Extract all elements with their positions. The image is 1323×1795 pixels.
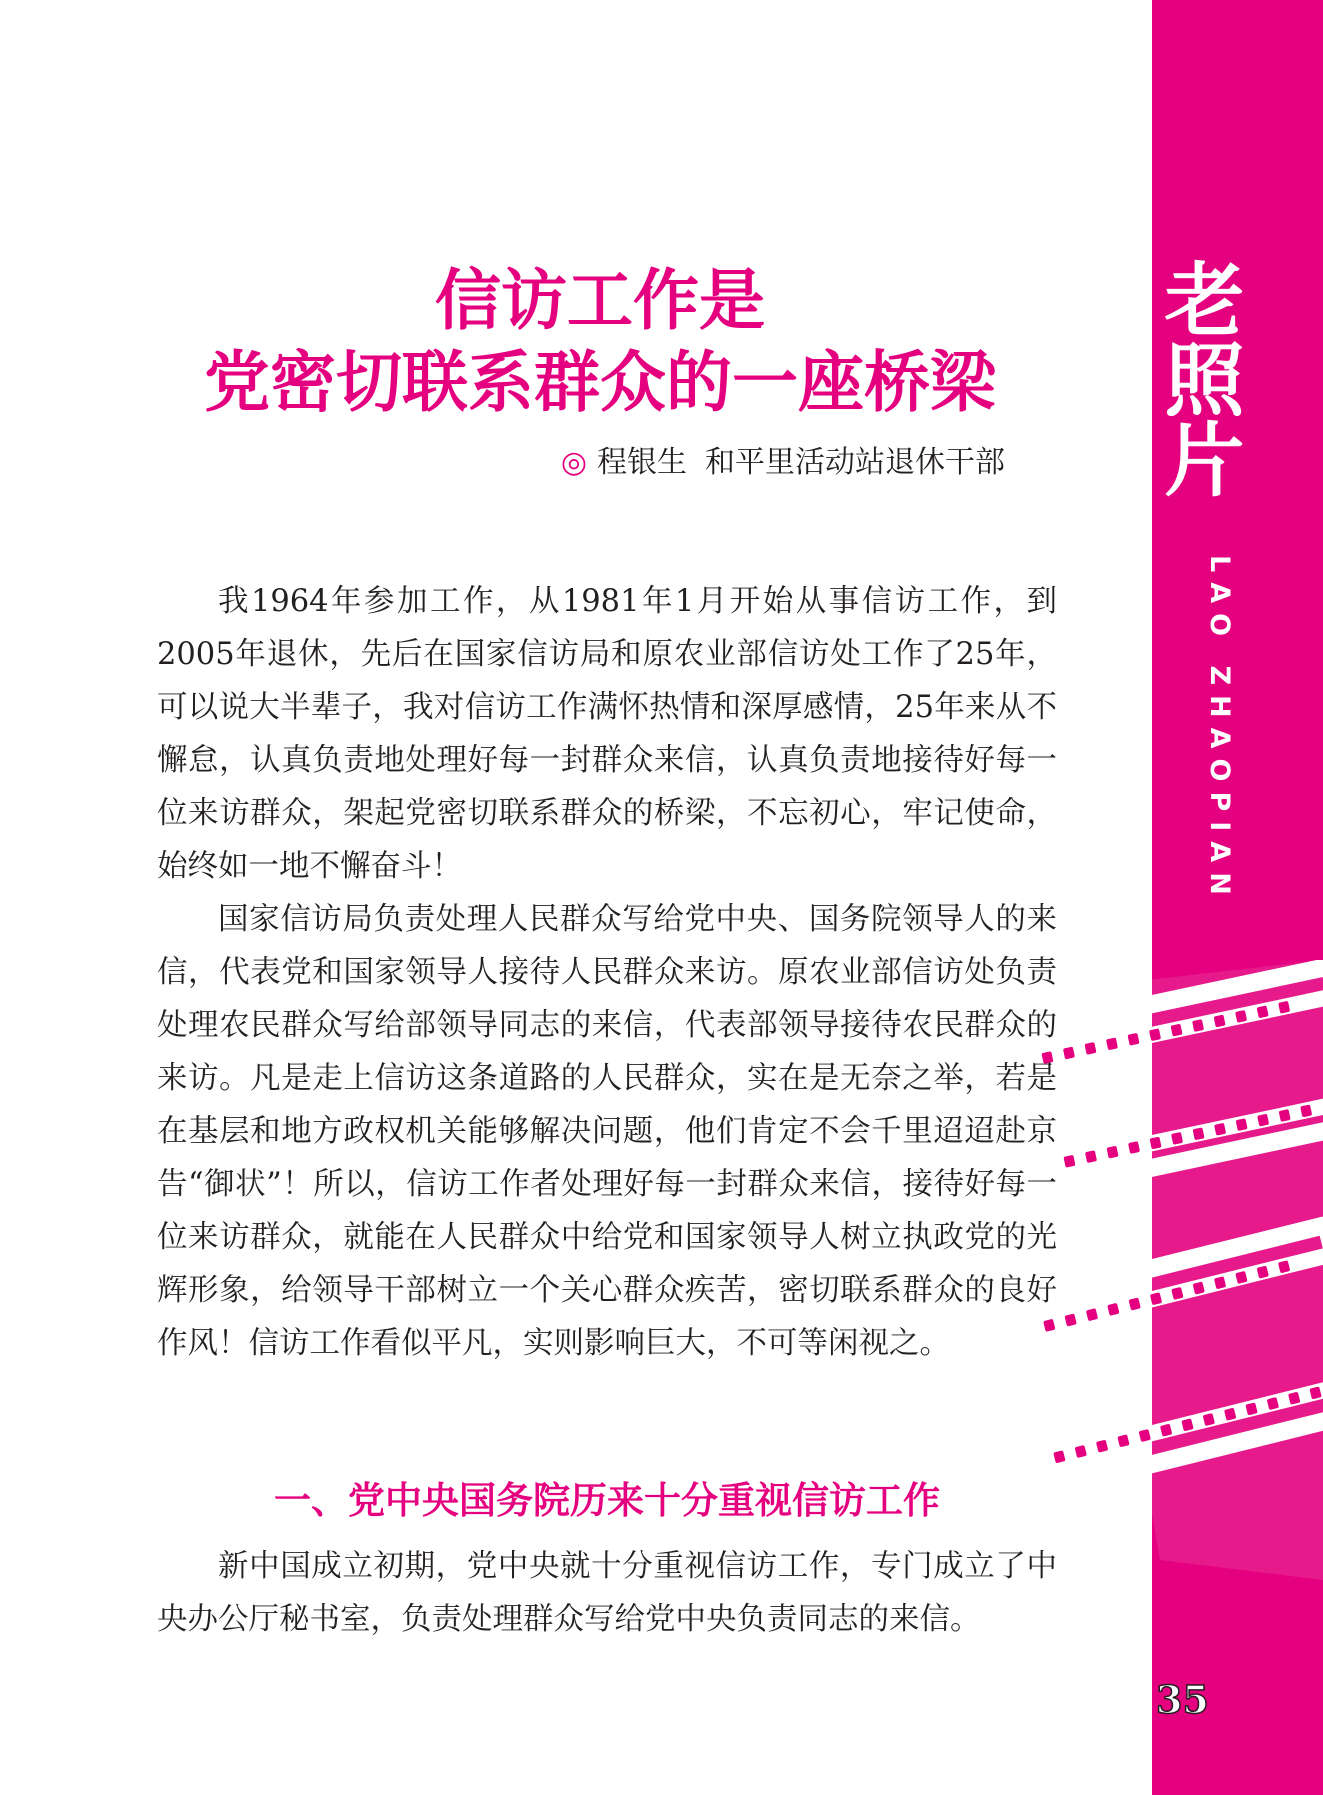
column-title-text: 老照片 — [1151, 258, 1244, 498]
article-body — [157, 575, 1057, 1370]
author-title: 和平里活动站退休干部 — [705, 445, 1005, 480]
section-body — [157, 1540, 1057, 1646]
byline-mark-icon: ◎ — [560, 445, 587, 480]
byline — [400, 437, 1005, 481]
column-title — [1151, 258, 1244, 516]
paragraph: 国家信访局负责处理人民群众写给党中央、国务院领导人的来信，代表党和国家领导人接待人民群众来访。原农业部信访处负责处理农民群众写给部领导同志的来信，代表部领导接待农民群众的来访。凡是走上信访这条道路的人民群众，实在是无奈之举，若是在基层和地方政权机关能够解决问题，他们肯定不会千里迢迢赴京告“御状”！所以，信访工作者处理好每一封群众来信，接待好每一位来访群众，就能在人民群众中给党和国家领导人树立执政党的光辉形象，给领导干部树立一个关心群众疾苦，密切联系群众的良好作风！信访工作看似平凡，实则影响巨大，不可等闲视之。 — [157, 902, 1057, 1361]
page-number: 35 — [1156, 1677, 1209, 1722]
column-pinyin: LAO ZHAOPIAN — [1204, 555, 1235, 905]
article-title-line1: 信访工作是 — [435, 261, 765, 339]
article-title-line2: 党密切联系群众的一座桥梁 — [204, 343, 996, 421]
film-strip-graphic — [1040, 960, 1323, 1580]
author-name: 程银生 — [597, 445, 687, 480]
paragraph: 新中国成立初期，党中央就十分重视信访工作，专门成立了中央办公厅秘书室，负责处理群众写给党中央负责同志的来信。 — [157, 1549, 1057, 1637]
section-heading: 一、党中央国务院历来十分重视信访工作 — [274, 1479, 940, 1522]
paragraph: 我1964年参加工作，从1981年1月开始从事信访工作，到2005年退休，先后在国家信访局和原农业部信访处工作了25年，可以说大半辈子，我对信访工作满怀热情和深厚感情，25年来从不懈怠，认真负责地处理好每一封群众来信，认真负责地接待好每一位来访群众，架起党密切联系群众的桥梁，不忘初心，牢记使命，始终如一地不懈奋斗！ — [157, 584, 1057, 884]
